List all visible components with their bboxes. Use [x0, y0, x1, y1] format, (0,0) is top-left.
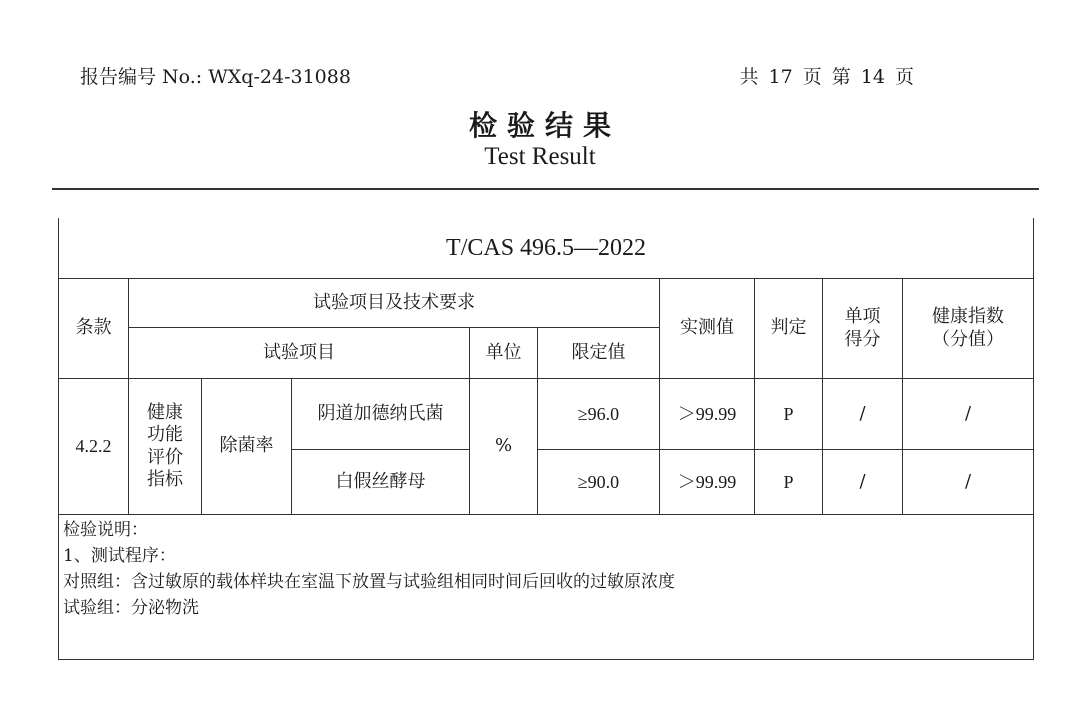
page-subtitle: Test Result [484, 143, 596, 170]
page-info: 共 17 页 第 14 页 [739, 66, 914, 88]
clause-cell: 4.2.2 [59, 379, 129, 515]
table-row-item: 白假丝酵母 [292, 450, 470, 515]
header-health-index: 健康指数（分值） [903, 279, 1034, 379]
header-group: 试验项目及技术要求 [129, 279, 660, 328]
header-single-score: 单项得分 [823, 279, 903, 379]
subcategory-cell: 除菌率 [202, 379, 292, 515]
table-row-single-score: / [823, 450, 903, 515]
header-measured: 实测值 [660, 279, 755, 379]
notes-line: 对照组：含过敏原的载体样块在室温下放置与试验组相同时间后回收的过敏原浓度 [63, 572, 675, 592]
page-title: 检验结果 [468, 109, 621, 142]
table-row-health-index: / [903, 450, 1034, 515]
report-number: 报告编号 No.: WXq-24-31088 [80, 66, 351, 88]
table-row-health-index: / [903, 379, 1034, 450]
test-result-table [58, 218, 1034, 660]
category-cell: 健康功能评价指标 [129, 379, 202, 515]
table-row-measured: ＞99.99 [660, 450, 755, 515]
header-divider [52, 188, 1039, 190]
table-row-limit: ≥96.0 [538, 379, 660, 450]
header-item: 试验项目 [129, 328, 470, 379]
table-row-limit: ≥90.0 [538, 450, 660, 515]
notes-line: 1、测试程序： [63, 546, 176, 566]
unit-cell: % [470, 379, 538, 515]
notes-heading: 检验说明： [63, 520, 148, 540]
standard-title: T/CAS 496.5—2022 [59, 218, 1034, 279]
header-judgement: 判定 [755, 279, 823, 379]
header-unit: 单位 [470, 328, 538, 379]
notes-line: 试验组：分泌物洗 [63, 598, 199, 618]
table-row-judgement: P [755, 379, 823, 450]
table-row-single-score: / [823, 379, 903, 450]
test-notes [59, 515, 1034, 660]
header-clause: 条款 [59, 279, 129, 379]
header-limit: 限定值 [538, 328, 660, 379]
table-row-measured: ＞99.99 [660, 379, 755, 450]
table-row-judgement: P [755, 450, 823, 515]
table-row-item: 阴道加德纳氏菌 [292, 379, 470, 450]
